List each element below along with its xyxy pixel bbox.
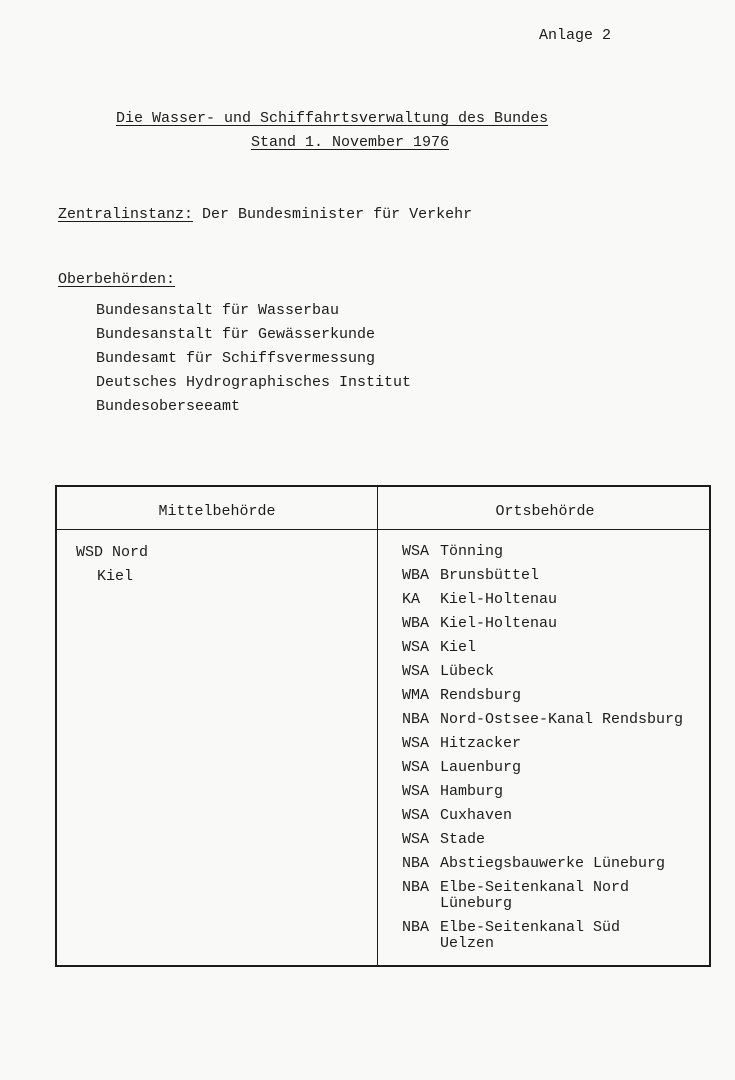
office-name: Rendsburg	[440, 687, 522, 704]
document-date: Stand 1. November 1976	[251, 134, 450, 151]
oberbehoerde-item: Bundesoberseeamt	[96, 398, 241, 415]
table-header-divider	[57, 529, 709, 530]
office-type: KA	[402, 591, 421, 608]
office-type: WBA	[402, 567, 430, 584]
oberbehoerde-item: Bundesanstalt für Wasserbau	[96, 302, 340, 319]
authority-table	[55, 485, 711, 967]
table-row	[402, 664, 494, 680]
mittelbehoerde-name: WSD Nord	[76, 544, 149, 561]
table-row	[402, 688, 521, 704]
table-row	[402, 640, 476, 656]
table-row	[402, 760, 521, 776]
table-row	[402, 808, 512, 824]
office-type: NBA	[402, 919, 430, 936]
table-row	[402, 616, 557, 632]
office-name: Nord-Ostsee-Kanal Rendsburg	[440, 711, 684, 728]
zentralinstanz-value: Der Bundesminister für Verkehr	[202, 206, 473, 223]
zentralinstanz-line	[58, 206, 472, 224]
office-name: Tönning	[440, 543, 504, 560]
office-name: Elbe-Seitenkanal Süd Uelzen	[440, 919, 621, 952]
table-row	[402, 568, 539, 584]
office-type: WSA	[402, 663, 430, 680]
table-row	[402, 856, 665, 872]
office-name: Cuxhaven	[440, 807, 513, 824]
office-name: Brunsbüttel	[440, 567, 540, 584]
table-row	[402, 832, 485, 848]
table-row	[402, 784, 503, 800]
oberbehoerde-item: Deutsches Hydrographisches Institut	[96, 374, 412, 391]
office-name: Stade	[440, 831, 486, 848]
mittelbehoerde-city: Kiel	[97, 568, 134, 585]
office-name: Kiel	[440, 639, 477, 656]
office-type: NBA	[402, 711, 430, 728]
office-type: WMA	[402, 687, 430, 704]
oberbehoerde-item: Bundesanstalt für Gewässerkunde	[96, 326, 376, 343]
column-header-ortsbehoerde: Ortsbehörde	[495, 503, 595, 520]
office-name: Lauenburg	[440, 759, 522, 776]
table-row	[402, 880, 629, 912]
office-name: Kiel-Holtenau	[440, 615, 558, 632]
column-header-mittelbehoerde: Mittelbehörde	[158, 503, 276, 520]
office-name: Abstiegsbauwerke Lüneburg	[440, 855, 666, 872]
office-type: WSA	[402, 783, 430, 800]
zentralinstanz-label: Zentralinstanz:	[58, 206, 194, 223]
office-name: Kiel-Holtenau	[440, 591, 558, 608]
table-row	[402, 712, 683, 728]
annex-label: Anlage 2	[539, 27, 612, 44]
document-title: Die Wasser- und Schiffahrtsverwaltung des Bundes	[116, 110, 549, 127]
office-type: WSA	[402, 735, 430, 752]
table-row	[402, 592, 557, 608]
table-row	[402, 736, 521, 752]
office-type: WSA	[402, 543, 430, 560]
office-name: Hitzacker	[440, 735, 522, 752]
office-type: WSA	[402, 831, 430, 848]
office-type: WBA	[402, 615, 430, 632]
office-type: WSA	[402, 807, 430, 824]
table-row	[402, 920, 620, 952]
table-column-divider	[377, 487, 378, 965]
office-name: Hamburg	[440, 783, 504, 800]
oberbehoerden-label: Oberbehörden:	[58, 271, 176, 288]
oberbehoerde-item: Bundesamt für Schiffsvermessung	[96, 350, 376, 367]
office-name: Elbe-Seitenkanal Nord Lüneburg	[440, 879, 630, 912]
office-type: NBA	[402, 879, 430, 896]
office-type: WSA	[402, 639, 430, 656]
office-type: WSA	[402, 759, 430, 776]
office-type: NBA	[402, 855, 430, 872]
table-row	[402, 544, 503, 560]
office-name: Lübeck	[440, 663, 495, 680]
